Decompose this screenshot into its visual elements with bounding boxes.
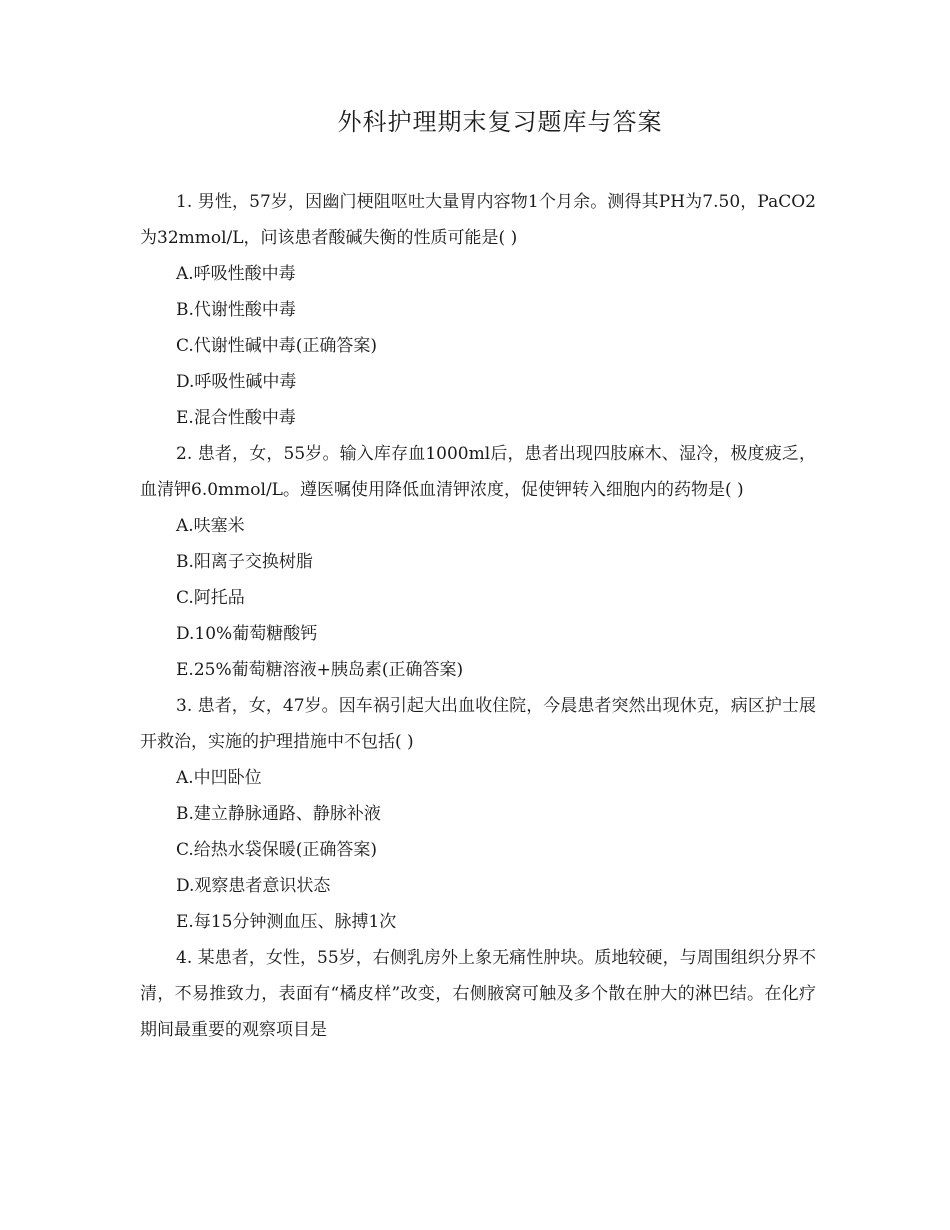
- option-a: A.呼吸性酸中毒: [176, 264, 296, 284]
- option-d: D.10%葡萄糖酸钙: [176, 624, 318, 644]
- option-d: D.呼吸性碱中毒: [176, 372, 297, 392]
- option-a: A.中凹卧位: [176, 768, 262, 788]
- question-1: [140, 184, 816, 436]
- option-b: B.阳离子交换树脂: [176, 552, 313, 572]
- question-2: [140, 436, 816, 688]
- question-3: [140, 688, 816, 940]
- option-c: C.阿托品: [176, 588, 245, 608]
- option-d: D.观察患者意识状态: [176, 876, 331, 896]
- option-b: B.代谢性酸中毒: [176, 300, 296, 320]
- option-e: E.25%葡萄糖溶液+胰岛素(正确答案): [176, 660, 464, 680]
- option-a: A.呋塞米: [176, 516, 245, 536]
- document-title: 外科护理期末复习题库与答案: [337, 108, 663, 136]
- question-stem: 3. 患者，女，47岁。因车祸引起大出血收住院，今晨患者突然出现休克，病区护士展开救治，实施的护理措施中不包括( ): [140, 696, 816, 752]
- option-e: E.混合性酸中毒: [176, 408, 296, 428]
- question-list: [140, 184, 816, 1048]
- option-e: E.每15分钟测血压、脉搏1次: [176, 912, 397, 932]
- question-stem: 2. 患者，女，55岁。输入库存血1000ml后，患者出现四肢麻木、湿冷，极度疲乏，血清钾6.0mmol/L。遵医嘱使用降低血清钾浓度，促使钾转入细胞内的药物是( ): [140, 444, 816, 500]
- option-c: C.代谢性碱中毒(正确答案): [176, 336, 378, 356]
- question-stem: 1. 男性，57岁，因幽门梗阻呕吐大量胃内容物1个月余。测得其PH为7.50，PaCO2为32mmol/L，问该患者酸碱失衡的性质可能是( ): [140, 192, 816, 248]
- question-stem: 4. 某患者，女性，55岁，右侧乳房外上象无痛性肿块。质地较硬，与周围组织分界不清，不易推致力，表面有“橘皮样”改变，右侧腋窝可触及多个散在肿大的淋巴结。在化疗期间最重要的观察项目是: [140, 948, 816, 1040]
- question-4: [140, 940, 816, 1048]
- option-c: C.给热水袋保暖(正确答案): [176, 840, 378, 860]
- option-b: B.建立静脉通路、静脉补液: [176, 804, 381, 824]
